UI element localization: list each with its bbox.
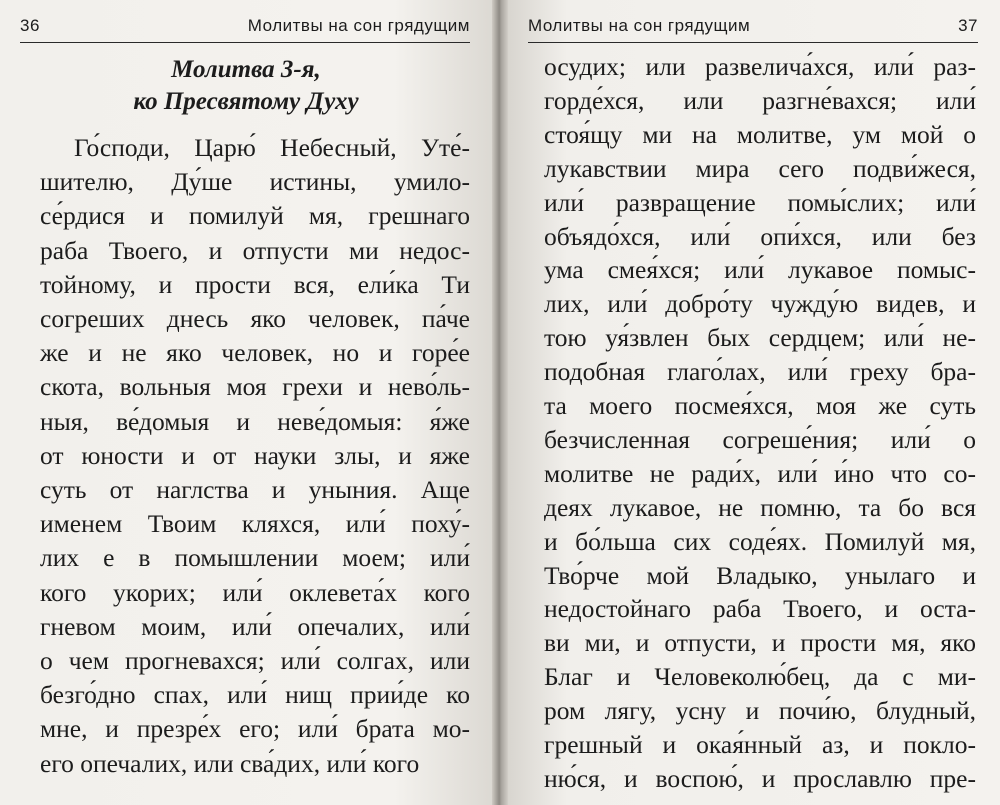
text-line: согреших днесь яко человек, па́че xyxy=(40,304,470,333)
text-line: се́рдися и помилуй мя, грешнаго xyxy=(40,201,470,231)
text-line: скота, вольныя моя грехи и нево́ль- xyxy=(40,372,470,402)
text-line: ню́ся, и воспою́, и прославлю пре- xyxy=(544,763,976,793)
left-page-number: 36 xyxy=(20,16,40,35)
text-line: грешный и окая́нный аз, и покло- xyxy=(544,730,976,759)
text-line: стоя́щу ми на молитве, ум мой о xyxy=(544,119,976,149)
text-line: кого укорих; или́ оклевета́х кого xyxy=(40,577,470,607)
right-page-header xyxy=(528,16,978,43)
text-line: деях лукавое, не помню, та бо вся xyxy=(544,492,976,522)
text-line: ныя, ве́домыя и неве́домыя: я́же xyxy=(40,406,470,436)
left-page xyxy=(0,0,492,805)
text-line: его опечалих, или сва́дих, или́ кого xyxy=(40,748,420,778)
right-page-number: 37 xyxy=(958,16,978,35)
text-line: от юности и от науки злы, и яже xyxy=(40,440,470,470)
text-line: осудих; или развелича́хся, или́ раз- xyxy=(544,52,976,81)
text-line: лих е в помышлении моем; или́ xyxy=(40,543,470,573)
text-line: Го́споди, Царю́ Небесный, Уте́- xyxy=(74,133,470,162)
text-line: мне, и презре́х его; или́ брата мо- xyxy=(40,714,470,744)
text-line: и бо́льша сих соде́ях. Помилуй мя, xyxy=(544,526,976,556)
text-line: молитве не ради́х, или́ и́но что со- xyxy=(544,458,976,488)
text-line: же и не яко человек, но и горе́е xyxy=(40,338,470,368)
prayer-title-line-1: Молитва 3-я, xyxy=(171,56,321,83)
text-line: горде́хся, или разгне́вахся; или́ xyxy=(544,85,976,115)
text-line: или́ развращение помы́слих; или́ xyxy=(544,187,976,217)
left-page-header xyxy=(20,16,470,43)
text-line: Благ и Человеколю́бец, да с ми- xyxy=(544,662,976,692)
right-page xyxy=(508,0,1000,805)
text-line: ви ми, и отпусти, и прости мя, яко xyxy=(544,628,976,658)
text-line: тою уя́звлен бых сердцем; или́ не- xyxy=(544,323,976,353)
text-line: недостойнаго раба Твоего, и оста- xyxy=(544,594,976,624)
text-line: Тво́рче мой Владыко, унылаго и xyxy=(544,560,976,590)
text-line: раба Твоего, и отпусти ми недос- xyxy=(40,235,470,265)
right-running-title: Молитвы на сон грядущим xyxy=(528,16,751,35)
text-line: шителю, Ду́ше истины, умило- xyxy=(40,167,470,197)
text-line: суть от наглства и уныния. Аще xyxy=(40,475,470,504)
left-running-title: Молитвы на сон грядущим xyxy=(247,16,470,35)
text-line: лих, или́ добро́ту чужду́ю видев, и xyxy=(544,289,976,319)
text-line: объядо́хся, или́ опи́хся, или без xyxy=(544,221,976,251)
text-line: безчисленная согреше́ния; или́ о xyxy=(544,424,976,454)
text-line: подобная глаго́лах, или́ греху бра- xyxy=(544,357,976,387)
text-line: гневом моим, или́ опечалих, или́ xyxy=(40,611,470,641)
text-line: тойному, и прости вся, ели́ка Ти xyxy=(40,269,470,299)
text-line: ром лягу, усну и почи́ю, блудный, xyxy=(544,696,976,726)
text-line: безго́дно спах, или́ нищ прии́де ко xyxy=(40,680,470,710)
book-gutter xyxy=(492,0,508,805)
text-line: о чем прогневахся; или́ солгах, или xyxy=(40,646,470,675)
text-line: именем Твоим кляхся, или́ поху́- xyxy=(40,509,470,539)
text-line: та моего посмея́хся, моя же суть xyxy=(544,391,976,420)
prayer-title-line-2: ко Пресвятому Духу xyxy=(133,88,359,115)
text-line: ума смея́хся; или́ лукавое помыс- xyxy=(544,255,976,285)
text-line: лукавствии мира сего подви́жеся, xyxy=(544,153,976,183)
